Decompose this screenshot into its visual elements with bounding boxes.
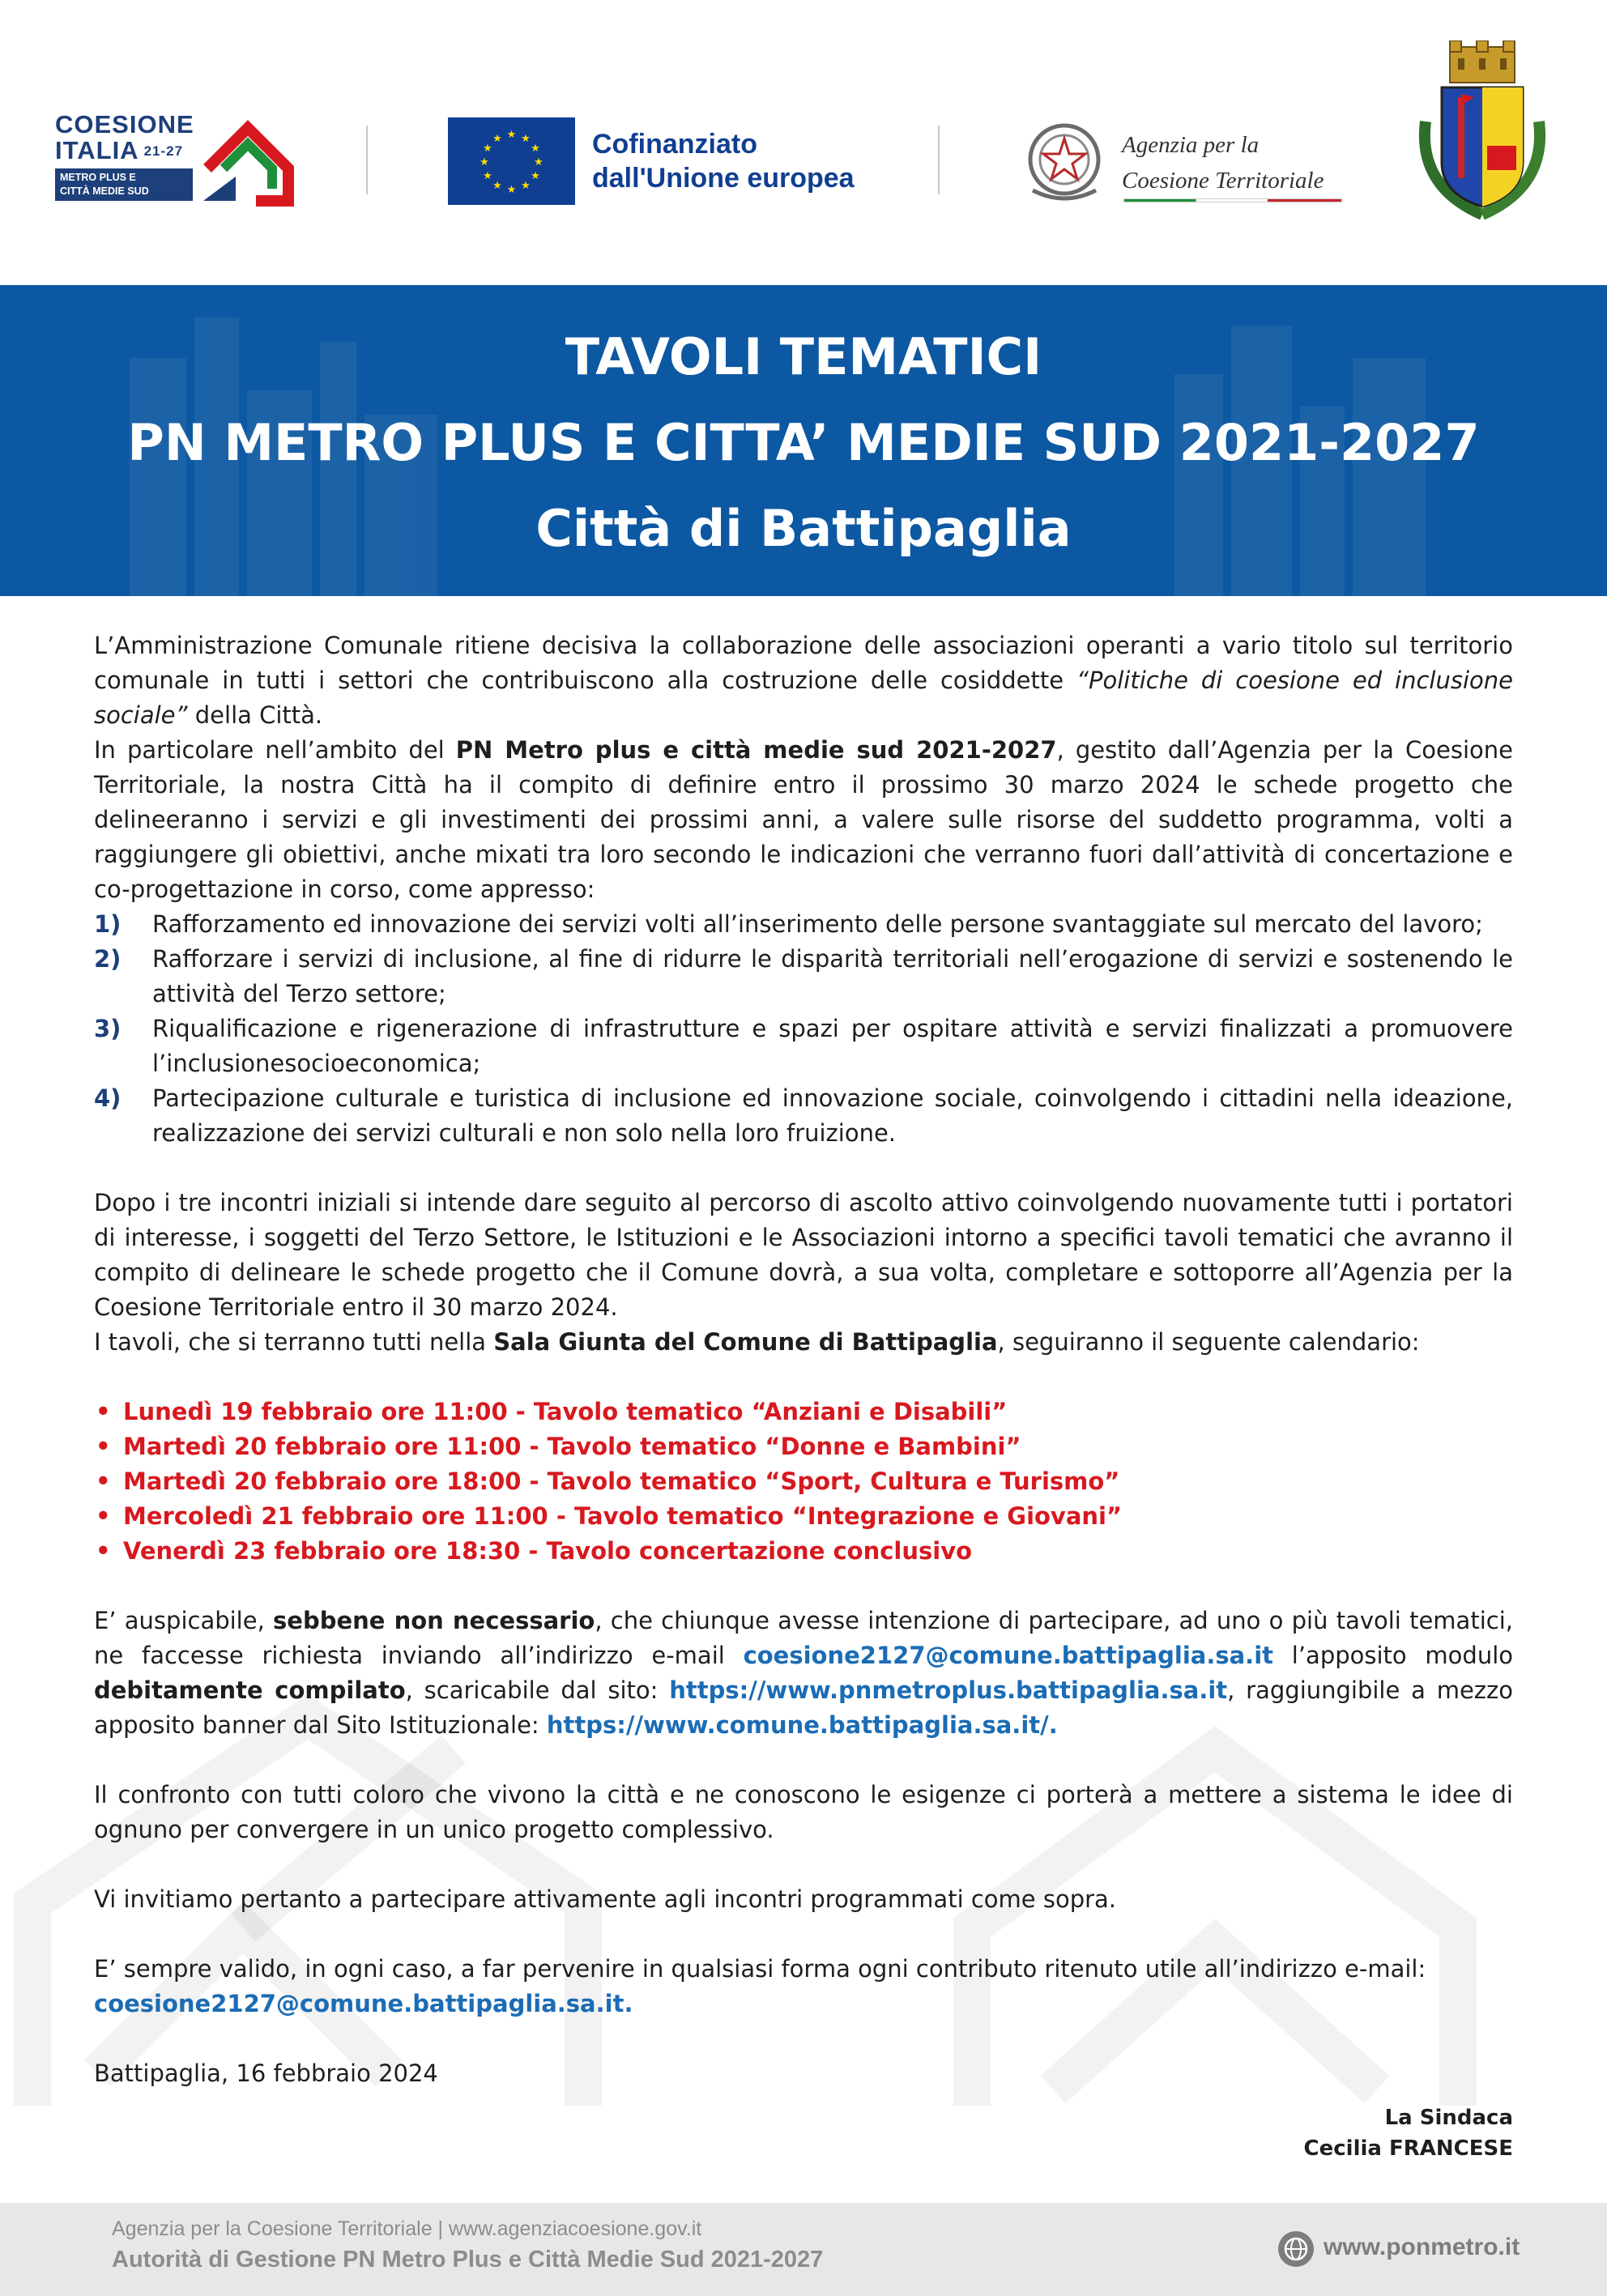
venue-name: Sala Giunta del Comune di Battipaglia	[493, 1328, 998, 1356]
signature-name: Cecilia FRANCESE	[1303, 2136, 1513, 2161]
svg-text:★: ★	[483, 143, 492, 155]
coesione-italia-logo	[55, 112, 298, 213]
coesione-line1: COESIONE	[55, 110, 194, 138]
objectives-list	[94, 907, 1513, 1151]
coesione-subtitle	[55, 168, 193, 201]
svg-text:★: ★	[480, 156, 489, 168]
calendar-item: • Mercoledì 21 febbraio ore 11:00 - Tavolo tematico “Integrazione e Giovani”	[94, 1499, 1513, 1534]
battipaglia-coat-of-arms-icon	[1409, 40, 1555, 227]
venue-paragraph: I tavoli, che si terranno tutti nella Sala Giunta del Comune di Battipaglia, seguiranno il seguente calendario:	[94, 1328, 1420, 1356]
globe-icon	[1278, 2231, 1314, 2267]
email-link[interactable]: coesione2127@comune.battipaglia.sa.it	[743, 1642, 1274, 1669]
svg-text:★: ★	[506, 184, 517, 196]
calendar-list	[94, 1395, 1513, 1569]
house-arrow-logo-icon	[199, 112, 296, 209]
footer-website-link[interactable]	[1278, 2229, 1570, 2269]
italian-republic-emblem-icon	[1017, 117, 1112, 207]
logo-divider	[938, 126, 940, 194]
list-item: 3) Riqualificazione e rigenerazione di infrastrutture e spazi per ospitare attività e servizi finalizzati a promuovere l’inclusionesocioeconomica;	[94, 1015, 1513, 1077]
title-line2: PN METRO PLUS E CITTA’ MEDIE SUD 2021-2027	[127, 413, 1480, 472]
calendar-item: • Venerdì 23 febbraio ore 18:30 - Tavolo concertazione conclusivo	[94, 1534, 1513, 1569]
calendar-item: • Lunedì 19 febbraio ore 11:00 - Tavolo tematico “Anziani e Disabili”	[94, 1395, 1513, 1429]
letter-body	[94, 628, 1513, 2091]
letter-date: Battipaglia, 16 febbraio 2024	[94, 2060, 438, 2087]
svg-text:★: ★	[492, 133, 502, 145]
tricolore-stripe	[1123, 198, 1342, 202]
eu-flag-icon	[448, 117, 575, 205]
eu-line1: Cofinanziato	[592, 129, 757, 160]
svg-text:★: ★	[492, 180, 502, 192]
institutional-site-link[interactable]: https://www.comune.battipaglia.sa.it/.	[546, 1711, 1058, 1739]
svg-text:★: ★	[531, 170, 540, 182]
policy-title: “Politiche di coesione ed inclusione sociale”	[94, 667, 1513, 729]
svg-text:★: ★	[534, 156, 543, 168]
closing-paragraph: Il confronto con tutti coloro che vivono la città e ne conoscono le esigenze ci porterà a mettere a sistema le idee di ognuno per convergere in un unico progetto complessivo.	[94, 1781, 1513, 1843]
eu-cofinanced-logo	[448, 117, 869, 205]
title-banner	[0, 285, 1607, 596]
coesione-sub2: CITTÀ MEDIE SUD	[60, 185, 149, 197]
request-paragraph: E’ auspicabile, sebbene non necessario, che chiunque avesse intenzione di partecipare, ad uno o più tavoli tematici, ne faccesse richiesta inviando all’indirizzo e-mail coesione2127@comune.battipaglia.sa.it l’apposito modulo debitamente compilato, scaricabile dal sito: https://www.pnmetroplus.battipaglia.sa.it, raggiungibile a mezzo apposito banner dal Sito Istituzionale: https://www.comune.battipaglia.sa.it/.	[94, 1607, 1513, 1739]
email-link[interactable]: coesione2127@comune.battipaglia.sa.it.	[94, 1990, 633, 2017]
agency-line2: Coesione Territoriale	[1122, 168, 1324, 194]
header-logos	[0, 0, 1607, 283]
calendar-item: • Martedì 20 febbraio ore 18:00 - Tavolo tematico “Sport, Cultura e Turismo”	[94, 1464, 1513, 1499]
coesione-years: 21-27	[143, 143, 184, 159]
list-item: 2) Rafforzare i servizi di inclusione, al fine di ridurre le disparità territoriali nell’erogazione di servizi e sostenendo le attività del Terzo settore;	[94, 945, 1513, 1007]
coesione-line2: ITALIA	[55, 136, 139, 164]
eu-line2: dall'Unione europea	[592, 163, 855, 194]
contribution-paragraph: E’ sempre valido, in ogni caso, a far pervenire in qualsiasi forma ogni contributo ritenuto utile all’indirizzo e-mail: coesione2127@comune.battipaglia.sa.it.	[94, 1955, 1426, 2017]
pnmetroplus-site-link[interactable]: https://www.pnmetroplus.battipaglia.sa.it	[669, 1676, 1228, 1704]
agency-line1: Agenzia per la	[1122, 132, 1260, 158]
program-name: PN Metro plus e città medie sud 2021-2027	[455, 736, 1057, 764]
signature-block	[1304, 2102, 1513, 2164]
calendar-item: • Martedì 20 febbraio ore 11:00 - Tavolo tematico “Donne e Bambini”	[94, 1429, 1513, 1464]
svg-text:★: ★	[521, 133, 531, 145]
footer-agency: Agenzia per la Coesione Territoriale | www.agenziacoesione.gov.it	[112, 2217, 702, 2240]
footer-authority: Autorità di Gestione PN Metro Plus e Città Medie Sud 2021-2027	[112, 2247, 824, 2273]
signature-role: La Sindaca	[1384, 2106, 1513, 2130]
list-item: 4) Partecipazione culturale e turistica di inclusione ed innovazione sociale, coinvolgendo i cittadini nella ideazione, realizzazione dei servizi culturali e non solo nella loro fruizione.	[94, 1084, 1513, 1147]
agency-logo	[1017, 117, 1357, 207]
svg-text:★: ★	[531, 143, 540, 155]
list-item: 1) Rafforzamento ed innovazione dei servizi volti all’inserimento delle persone svantaggiate sul mercato del lavoro;	[94, 910, 1483, 938]
intro-paragraph-1: L’Amministrazione Comunale ritiene decisiva la collaborazione delle associazioni operanti a vario titolo sul territorio comunale in tutti i settori che contribuiscono alla costruzione delle cosiddette “Politiche di coesione ed inclusione sociale” della Città.	[94, 632, 1513, 729]
intro-paragraph-2: In particolare nell’ambito del PN Metro plus e città medie sud 2021-2027, gestito dall’Agenzia per la Coesione Territoriale, la nostra Città ha il compito di definire entro il prossimo 30 marzo 2024 le schede progetto che delineeranno i servizi e gli investimenti dei prossimi anni, a valere sulle risorse del suddetto programma, volti a raggiungere gli obiettivi, anche mixati tra loro secondo le indicazioni che verranno fuori dall’attività di concertazione e co-progettazione in corso, come appresso:	[94, 736, 1513, 903]
svg-text:★: ★	[483, 170, 492, 182]
logo-divider	[366, 126, 368, 194]
page-footer	[0, 2203, 1607, 2296]
svg-text:★: ★	[521, 180, 531, 192]
title-line1: TAVOLI TEMATICI	[565, 327, 1042, 386]
footer-website[interactable]: www.ponmetro.it	[1324, 2234, 1520, 2260]
coesione-sub1: METRO PLUS E	[60, 172, 136, 183]
title-line3: Città di Battipaglia	[535, 499, 1072, 558]
svg-text:★: ★	[506, 129, 517, 141]
invitation-paragraph: Vi invitiamo pertanto a partecipare attivamente agli incontri programmati come sopra.	[94, 1885, 1117, 1913]
followup-paragraph: Dopo i tre incontri iniziali si intende dare seguito al percorso di ascolto attivo coinvolgendo nuovamente tutti i portatori di interesse, i soggetti del Terzo Settore, le Istituzioni e le Associazioni intorno a specifici tavoli tematici che avranno il compito di delineare le schede progetto che il Comune dovrà, a sua volta, completare e sottoporre all’Agenzia per la Coesione Territoriale entro il 30 marzo 2024.	[94, 1189, 1513, 1321]
